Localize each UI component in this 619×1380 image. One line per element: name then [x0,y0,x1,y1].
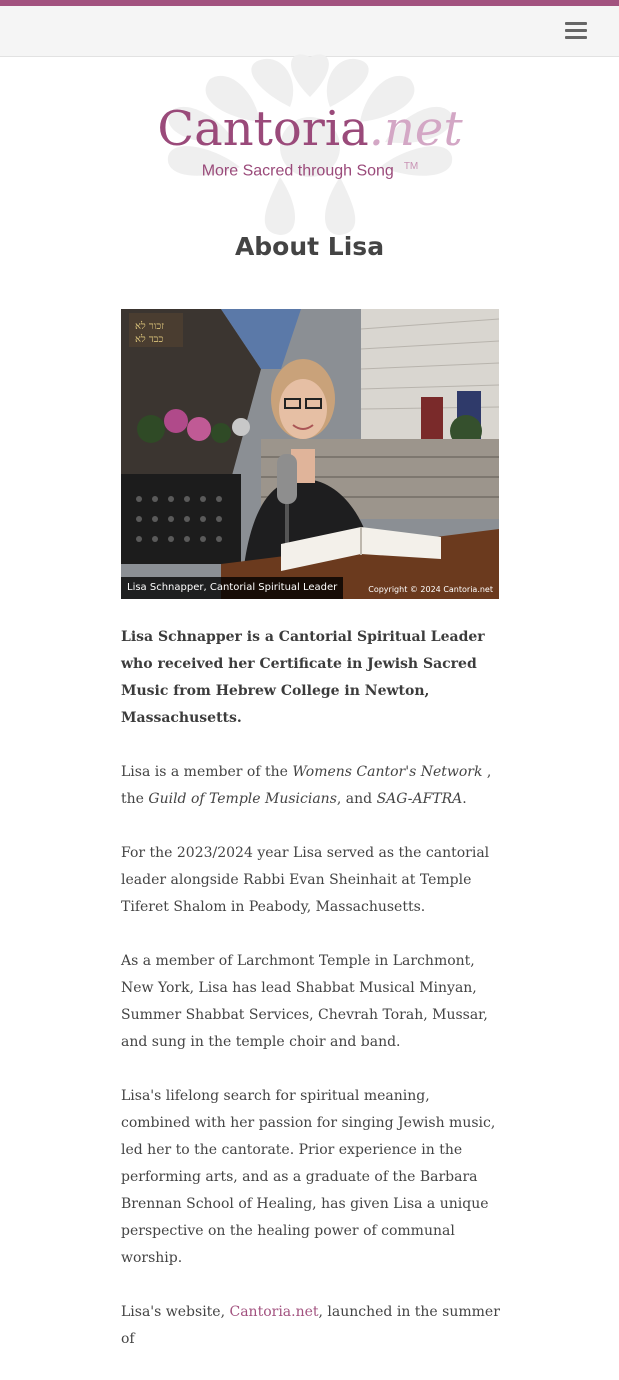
bio-tiferet-paragraph: For the 2023/2024 year Lisa served as the cantorial leader alongside Rabbi Evan Sheinhait at Temple Tiferet Shalom in Peabody, Massachusetts. [121,845,490,915]
profile-photo [121,309,499,599]
bio-website-paragraph [121,1299,501,1353]
memberships-text-start: Lisa is a member of the [121,764,293,780]
svg-text:כבד לא: כבד לא [135,334,164,345]
photo-illustration [121,309,499,599]
memberships-text-mid: , the [121,764,492,807]
logo-wordmark-main: Cantoria [157,101,369,157]
bio-larchmont-paragraph: As a member of Larchmont Temple in Larchmont, New York, Lisa has lead Shabbat Musical Minyan, Summer Shabbat Services, Chevrah Torah, Mussar, and sung in the temple choir and band. [121,953,488,1050]
page-title: About Lisa [234,232,385,261]
org-womens-cantors-network: Womens Cantor's Network [292,764,483,780]
org-guild-of-temple-musicians: Guild of Temple Musicians [148,791,337,807]
bio-memberships-paragraph [121,759,501,813]
bio-intro-paragraph: Lisa Schnapper is a Cantorial Spiritual Leader who received her Certificate in Jewish Sacred Music from Hebrew College in Newton, Massachusetts. [121,629,485,726]
logo-wordmark [140,99,480,159]
website-text-start: Lisa's website, [121,1304,230,1320]
navbar [0,6,619,57]
logo-tagline [140,161,480,180]
trademark-mark: TM [403,161,419,172]
bio-content [121,624,501,1380]
photo-caption: Lisa Schnapper, Cantorial Spiritual Leader [121,577,343,599]
photo-copyright: Copyright © 2024 Cantoria.net [368,585,493,594]
org-sag-aftra: SAG-AFTRA [376,791,463,807]
website-text-end: , launched in the summer of [121,1304,500,1347]
memberships-text-end: . [462,791,467,807]
logo-wordmark-ext: .net [368,101,463,157]
cantoria-link[interactable]: Cantoria.net [229,1304,319,1320]
hamburger-menu-icon[interactable] [565,20,587,40]
bio-journey-paragraph: Lisa's lifelong search for spiritual meaning, combined with her passion for singing Jewish music, led her to the cantorate. Prior experience in the performing arts, and as a graduate of the Barbara Brennan School of Healing, has given Lisa a unique perspective on the healing power of communal worship. [121,1088,496,1266]
svg-text:זכור לא: זכור לא [135,321,165,332]
site-logo[interactable] [140,57,480,237]
memberships-text-and: , and [336,791,377,807]
tagline-text: More Sacred through Song [201,162,394,180]
